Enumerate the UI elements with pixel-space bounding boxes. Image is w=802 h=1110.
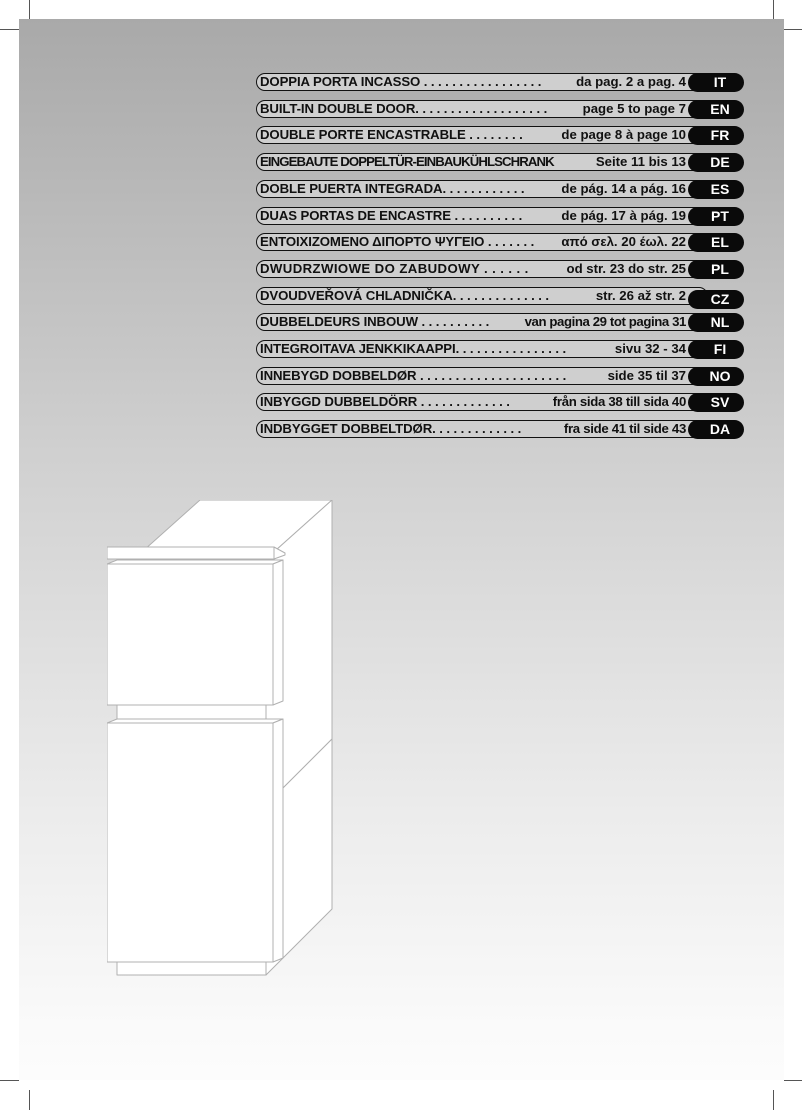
language-tab: SV bbox=[688, 393, 744, 412]
language-tab: IT bbox=[688, 73, 744, 92]
language-tab: NO bbox=[688, 367, 744, 386]
cover-page bbox=[19, 19, 784, 1080]
toc-entry-fi[interactable] bbox=[256, 340, 744, 358]
entry-pages: str. 26 až str. 2 bbox=[595, 287, 686, 303]
entry-title: ΕΝΤΟΙΧΙΖΟΜΕΝΟ ΔΙΠΟΡΤΟ ΨΥΓΕΙΟ . . . . . . . bbox=[260, 234, 535, 250]
toc-entry-pl[interactable] bbox=[256, 260, 744, 278]
entry-title: DOUBLE PORTE ENCASTRABLE . . . . . . . . bbox=[260, 127, 523, 143]
entry-title: INNEBYGD DOBBELDØR . . . . . . . . . . . . . . . . . . . . . bbox=[260, 367, 567, 383]
entry-pages: de pág. 14 a pág. 16 bbox=[561, 180, 686, 196]
toc-entry-no[interactable] bbox=[256, 367, 744, 385]
language-tab: FI bbox=[688, 340, 744, 359]
entry-pages: από σελ. 20 έωλ. 22 bbox=[561, 234, 686, 250]
entry-title: DUBBELDEURS INBOUW . . . . . . . . . . bbox=[260, 314, 490, 330]
entry-title: INDBYGGET DOBBELTDØR. . . . . . . . . . . . . bbox=[260, 421, 522, 437]
entry-title: INBYGGD DUBBELDÖRR . . . . . . . . . . . . . bbox=[260, 394, 510, 410]
crop-mark-bottom-right-v bbox=[773, 1090, 774, 1110]
entry-pages: från sida 38 till sida 40 bbox=[552, 394, 686, 410]
toc-entry-it[interactable] bbox=[256, 73, 744, 91]
toc-entry-en[interactable] bbox=[256, 100, 744, 118]
entry-title: BUILT-IN DOUBLE DOOR. . . . . . . . . . . . . . . . . . . bbox=[260, 100, 548, 116]
entry-title: EINGEBAUTE DOPPELTÜR-EINBAUKÜHLSCHRANK bbox=[260, 154, 554, 170]
language-tab: EN bbox=[688, 100, 744, 119]
crop-mark-bottom-right-h bbox=[784, 1080, 802, 1081]
crop-mark-top-right-v bbox=[773, 0, 774, 19]
toc-entry-da[interactable] bbox=[256, 420, 744, 438]
language-tab: FR bbox=[688, 126, 744, 145]
entry-pages: van pagina 29 tot pagina 31 bbox=[524, 314, 686, 330]
entry-pages: Seite 11 bis 13 bbox=[595, 154, 686, 170]
entry-title: INTEGROITAVA JENKKIKAAPPI. . . . . . . . . . . . . . . . bbox=[260, 341, 567, 356]
toc-entry-pt[interactable] bbox=[256, 207, 744, 225]
crop-mark-top-right-h bbox=[784, 29, 802, 30]
crop-mark-top-left-v bbox=[29, 0, 30, 19]
entry-title: DVOUDVEŘOVÁ CHLADNIČKA. . . . . . . . . . . . . . bbox=[260, 287, 549, 303]
entry-title: DUAS PORTAS DE ENCASTRE . . . . . . . . . . bbox=[260, 207, 523, 223]
toc-entry-sv[interactable] bbox=[256, 393, 744, 411]
entry-pages: de pág. 17 à pág. 19 bbox=[561, 207, 686, 223]
entry-pages: od str. 23 do str. 25 bbox=[566, 260, 686, 276]
toc-entry-de[interactable] bbox=[256, 153, 744, 171]
language-tab: DA bbox=[688, 420, 744, 439]
entry-title: DOPPIA PORTA INCASSO . . . . . . . . . . . . . . . . . bbox=[260, 74, 542, 89]
toc-entry-es[interactable] bbox=[256, 180, 744, 198]
entry-pages: page 5 to page 7 bbox=[582, 100, 686, 116]
entry-pages: de page 8 à page 10 bbox=[561, 127, 686, 143]
crop-mark-bottom-left-v bbox=[29, 1090, 30, 1110]
crop-mark-top-left-h bbox=[0, 29, 19, 30]
toc-entry-nl[interactable] bbox=[256, 313, 744, 331]
toc-entry-fr[interactable] bbox=[256, 126, 744, 144]
language-tab: NL bbox=[688, 313, 744, 332]
toc-entry-cz[interactable] bbox=[256, 287, 744, 305]
entry-title: DOBLE PUERTA INTEGRADA. . . . . . . . . . . . bbox=[260, 180, 525, 196]
crop-mark-bottom-left-h bbox=[0, 1080, 19, 1081]
entry-pages: side 35 til 37 bbox=[607, 367, 686, 383]
language-tab: ES bbox=[688, 180, 744, 199]
entry-pages: sivu 32 - 34 bbox=[614, 341, 686, 356]
entry-pages: fra side 41 til side 43 bbox=[563, 421, 686, 437]
language-tab: PL bbox=[688, 260, 744, 279]
fridge-illustration bbox=[107, 500, 347, 1000]
entry-title: DWUDRZWIOWE DO ZABUDOWY . . . . . . bbox=[260, 260, 529, 276]
entry-pages: da pag. 2 a pag. 4 bbox=[576, 74, 686, 89]
toc-entry-el[interactable] bbox=[256, 233, 744, 251]
language-tab: PT bbox=[688, 207, 744, 226]
language-tab: CZ bbox=[688, 290, 744, 309]
language-tab: EL bbox=[688, 233, 744, 252]
language-tab: DE bbox=[688, 153, 744, 172]
